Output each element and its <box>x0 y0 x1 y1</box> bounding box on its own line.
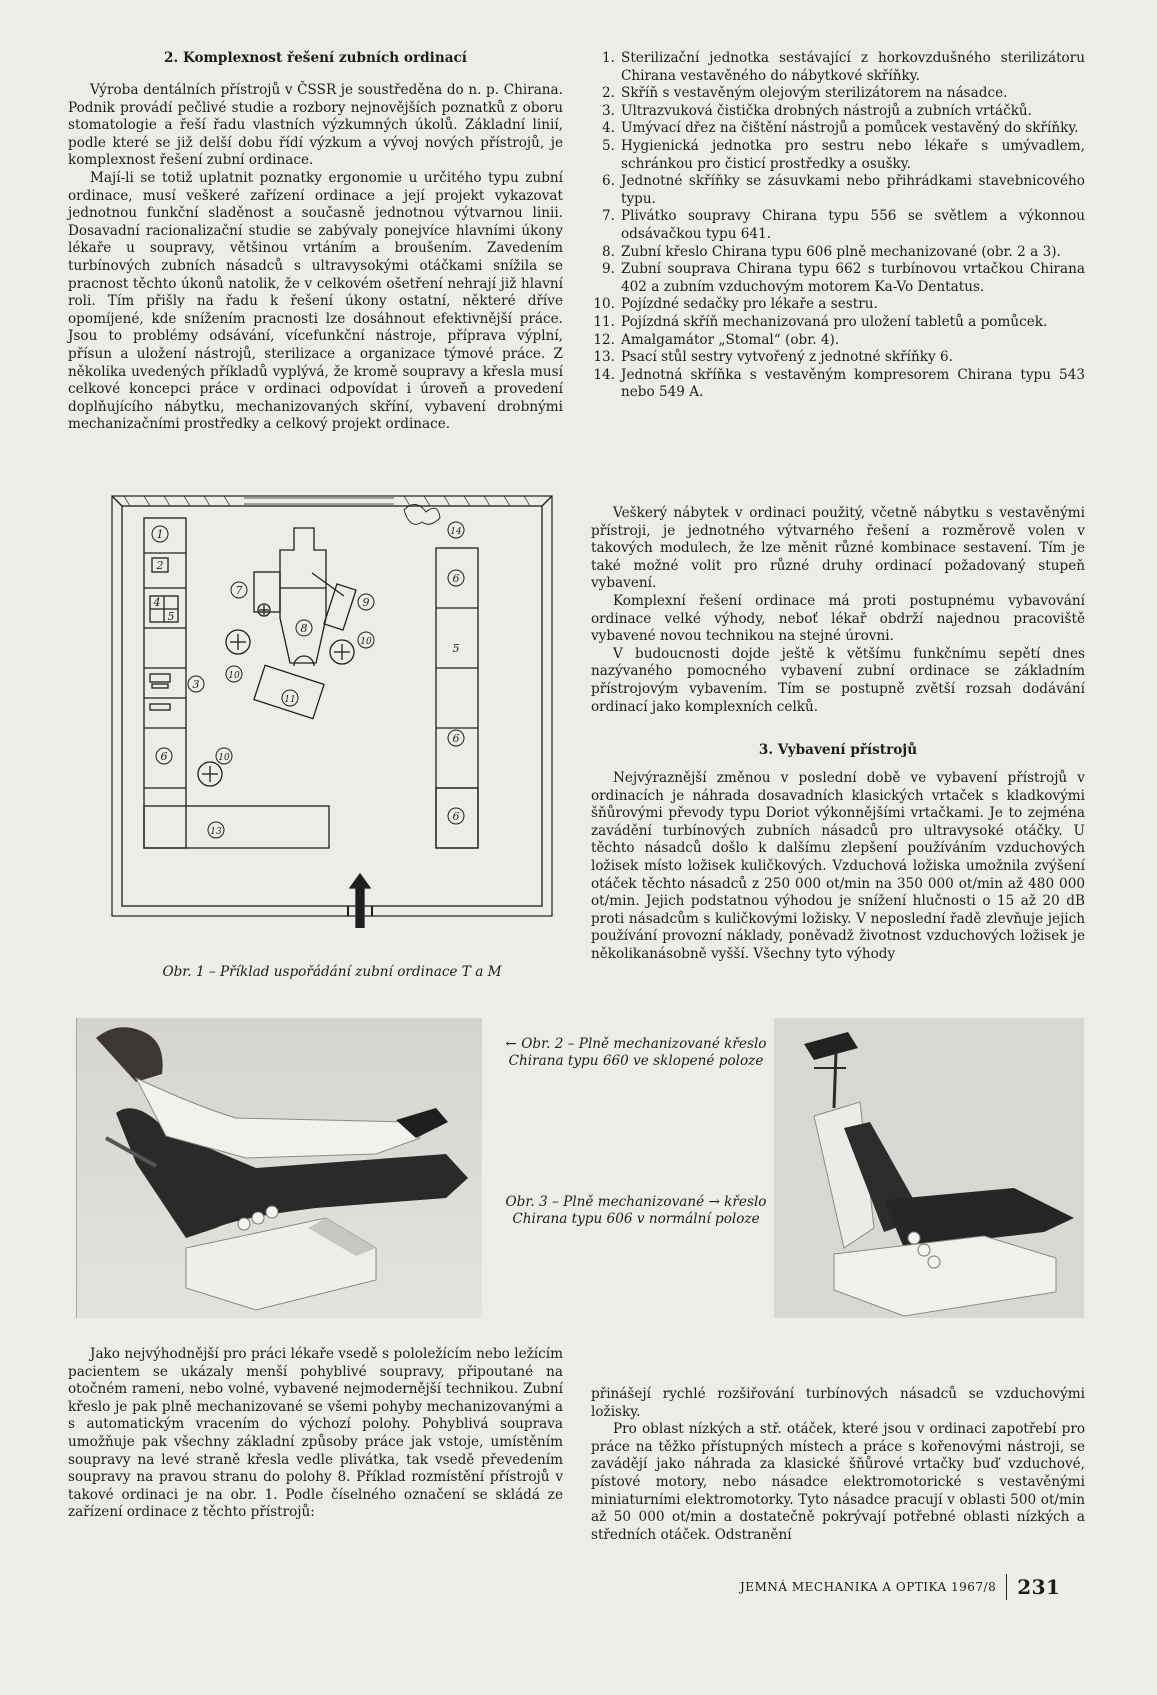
outer-wall <box>112 496 552 916</box>
svg-text:11: 11 <box>284 695 296 705</box>
bottom-right-paragraph-2: Pro oblast nízkých a stř. otáček, které jsou v ordinaci zapotřebí pro práce na těžko přístupných místech a práce s kořenovými nástroji, se zavádějí jako náhrada za klasické šňůrové vrtačky buď vzduchové, pístové motory, nebo násadce elektromotorické s vestavěnými miniaturními elektromotorky. Tyto násadce pracují v oblasti 500 ot/min až 50 000 ot/min a dostatečně pokrývají potřebné oblasti nízkých a středních otáček. Odstranění <box>591 1421 1085 1543</box>
page-number: 231 <box>1017 1575 1061 1599</box>
list-item: 9. Zubní souprava Chirana typu 662 s turbínovou vrtačkou Chirana 402 a zubním vzduchovým motorem Ka-Vo Dentatus. <box>602 261 1085 295</box>
svg-text:1: 1 <box>156 528 164 541</box>
inner-wall <box>122 506 542 906</box>
plan-label-10 <box>226 666 242 682</box>
equipment-list <box>583 50 1085 402</box>
plan-label-5 <box>168 610 175 623</box>
section-3-text <box>591 770 1085 964</box>
right-paragraph-3: V budoucnosti dojde ještě k většímu funkčnímu sepětí dnes nazývaného pomocného vybavení zubní ordinace se základním přístrojovým vybavením. Tím se postupně zvětší rozsah dodávání ordinací jako komplexních celků. <box>591 645 1085 715</box>
plan-label-9 <box>358 594 374 610</box>
plan-label-2 <box>156 559 164 572</box>
list-item: 3. Ultrazvuková čistička drobných nástrojů a zubních vrtáčků. <box>602 102 1033 119</box>
section-3-paragraph: Nejvýraznější změnou v poslední době ve vybavení přístrojů v ordinacích je náhrada dosavadních klasických vrtaček s kladkovými šňůrovými převody typu Doriot výkonnějšími vrtačkami. Je to zejména zavádění turbínových zubních násadců pro ultravysoké otáčky. U těchto násadců došlo k dalšímu zlepšení používáním vzduchových ložisek místo ložisek kuličkových. Vzduchová ložiska umožnila zvýšení otáček těchto násadců z 250 000 ot/min na 350 000 ot/min až 480 000 ot/min. Jejich podstatnou výhodou je snížení hlučnosti o 15 až 20 dB proti násadcům s kuličkovými ložisky. V neposlední řadě zlevňuje jejich používání provozní náklady, poněvadž životnost vzduchových ložisek je několikanásobně vyšší. Všechny tyto výhody <box>591 770 1085 962</box>
plan-label-10c <box>216 748 232 764</box>
svg-text:5: 5 <box>167 610 175 623</box>
svg-text:7: 7 <box>235 584 243 597</box>
floor-plan-figure <box>104 488 560 940</box>
plan-label-6-r3 <box>448 808 464 824</box>
list-item: 5. Hygienická jednotka pro sestru nebo lékaře s umývadlem, schránkou pro čisticí prostředky a osušky. <box>602 137 1085 172</box>
svg-text:5: 5 <box>452 642 460 655</box>
plan-label-5-r <box>453 642 460 655</box>
plan-label-1 <box>152 526 168 542</box>
svg-text:8: 8 <box>300 622 308 635</box>
plan-label-13 <box>208 822 224 838</box>
page-footer <box>740 1574 1080 1600</box>
bottom-right-text <box>591 1386 1085 1544</box>
section-2-heading: 2. Komplexnost řešení zubních ordinací <box>164 50 467 66</box>
plan-label-6-r1 <box>448 570 464 586</box>
svg-text:6: 6 <box>160 750 168 763</box>
journal-name: JEMNÁ MECHANIKA A OPTIKA 1967/8 <box>740 1580 997 1594</box>
list-item: 14. Jednotná skříňka s vestavěným kompresorem Chirana typu 543 nebo 549 A. <box>593 366 1085 401</box>
list-item: 13. Psací stůl sestry vytvořený z jednotné skříňky 6. <box>593 349 953 366</box>
svg-text:10: 10 <box>360 637 372 647</box>
list-item: 10. Pojízdné sedačky pro lékaře a sestru. <box>593 296 878 313</box>
figure-2-caption: ← Obr. 2 – Plně mechanizované křeslo Chirana typu 660 ve sklopené poloze <box>505 1036 767 1069</box>
list-item: 2. Skříň s vestavěným olejovým sterilizátorem na násadce. <box>602 85 1008 102</box>
figure-3-caption: Obr. 3 – Plně mechanizované → křeslo Chirana typu 606 v normální poloze <box>505 1194 767 1227</box>
svg-text:6: 6 <box>452 572 460 585</box>
list-item: 12. Amalgamátor „Stomal“ (obr. 4). <box>593 331 840 348</box>
photo-reclined-chair <box>76 1018 482 1318</box>
plan-label-4 <box>153 596 161 609</box>
plan-label-6-r2 <box>448 730 464 746</box>
photo-upright-chair <box>774 1018 1084 1318</box>
plan-label-8 <box>296 620 312 636</box>
list-item: 7. Plivátko soupravy Chirana typu 556 se světlem a výkonnou odsávačkou typu 641. <box>602 208 1085 242</box>
svg-text:3: 3 <box>192 678 200 691</box>
plan-label-10b <box>358 632 374 648</box>
section-2-paragraph-1: Výroba dentálních přístrojů v ČSSR je soustředěna do n. p. Chirana. Podnik provádí pečlivé studie a rozbory nejnovějších poznatků z oboru stomatologie a řeší řadu vlastních výzkumných úkolů. Základní linií, podle které se již delší dobu řídí výzkum a vývoj nových přístrojů, je komplexnost řešení zubní ordinace. <box>68 82 563 169</box>
bottom-left-paragraph: Jako nejvýhodnější pro práci lékaře vsedě s pololežícím nebo ležícím pacientem se ukázaly menší pohyblivé soupravy, připoutané na otočném rameni, nebo volné, vybavené nejmodernější technikou. Zubní křeslo je pak plně mechanizované se všemi pohyby mechanizovanými a s automatickým vracením do výchozí polohy. Pohyblivá souprava umožňuje pak všechny základní způsoby práce jak vstoje, umístěním soupravy na levé straně křesla vedle plivátka, tak vsedě převedením soupravy na pravou stranu do polohy 8. Příklad rozmístění přístrojů v takové ordinaci je na obr. 1. Podle číselného označení se skládá ze zařízení ordinace z těchto přístrojů: <box>68 1346 563 1521</box>
right-column-text <box>591 505 1085 716</box>
list-item: 4. Umývací dřez na čištění nástrojů a pomůcek vestavěný do skříňky. <box>602 120 1079 137</box>
footer-separator <box>1006 1574 1007 1600</box>
figure-1-caption: Obr. 1 – Příklad uspořádání zubní ordinace T a M <box>162 964 502 980</box>
right-paragraph-1: Veškerý nábytek v ordinaci použitý, včetně nábytku s vestavěnými přístroji, je jednotného výtvarného řešení a rozměrově volen v takových modulech, že lze měnit různé kombinace sestavení. Tím je také možné volit pro různé druhy ordinací požadovaný stupeň vybavení. <box>591 505 1085 592</box>
svg-text:10: 10 <box>218 753 230 763</box>
svg-text:14: 14 <box>450 527 462 537</box>
left-column-text <box>68 82 563 434</box>
bottom-right-paragraph-1: přinášejí rychlé rozšiřování turbínových násadců se vzduchovými ložisky. <box>591 1386 1085 1420</box>
plan-label-14 <box>448 522 464 538</box>
list-item: 6. Jednotné skříňky se zásuvkami nebo přihrádkami stavebnicového typu. <box>602 173 1085 207</box>
bottom-left-text <box>68 1346 563 1522</box>
plan-label-3 <box>188 676 204 692</box>
svg-text:6: 6 <box>452 810 460 823</box>
svg-text:6: 6 <box>452 732 460 745</box>
plan-label-11 <box>282 690 298 706</box>
right-paragraph-2: Komplexní řešení ordinace má proti postupnému vybavování ordinace velké výhody, neboť lékař obdrží najednou pracoviště vybavené novou technikou na stejné úrovni. <box>591 592 1085 645</box>
svg-text:2: 2 <box>156 559 164 572</box>
svg-text:4: 4 <box>153 596 161 609</box>
plan-label-7 <box>231 582 247 598</box>
plan-label-6-left <box>156 748 172 764</box>
section-3-heading: 3. Vybavení přístrojů <box>758 742 918 758</box>
svg-text:9: 9 <box>362 596 370 609</box>
list-item: 1. Sterilizační jednotka sestávající z horkovzdušného sterilizátoru Chirana vestavěného do nábytkové skříňky. <box>602 50 1085 84</box>
svg-text:10: 10 <box>228 671 240 681</box>
list-item: 11. Pojízdná skříň mechanizovaná pro uložení tabletů a pomůcek. <box>593 313 1048 330</box>
svg-text:13: 13 <box>210 827 222 837</box>
section-2-paragraph-2: Mají-li se totiž uplatnit poznatky ergonomie u určitého typu zubní ordinace, musí veškeré zařízení ordinace a její projekt vykazovat jednotnou funkční sladěnost a současně jednotnou výtvarnou linii. Dosavadní racionalizační studie se zabývaly ponejvíce hlavními úkony lékaře u soupravy, většinou vrtáním a broušením. Zavedením turbínových zubních násadců s ultravysokými otáčkami snížila se pracnost těchto úkonů natolik, že v celkovém ošetření nehrají již hlavní roli. Tím přišly na řadu k řešení úkony ostatní, některé dříve opomíjené, kde snížením pracnosti lze dosáhnout efektivnější práce. Jsou to problémy odsávání, vícefunkční nástroje, příprava výplní, přísun a uložení nástrojů, sterilizace a organizace týmové práce. Z několika uvedených příkladů vyplývá, že kromě soupravy a křesla musí celkové koncepci práce v ordinaci odpovídat i úroveň a provedení doplňujícího nábytku, mechanizovaných skříní, vybavení drobnými mechanizačními prostředky a celkový projekt ordinace. <box>68 169 563 433</box>
list-item: 8. Zubní křeslo Chirana typu 606 plně mechanizované (obr. 2 a 3). <box>602 243 1061 260</box>
